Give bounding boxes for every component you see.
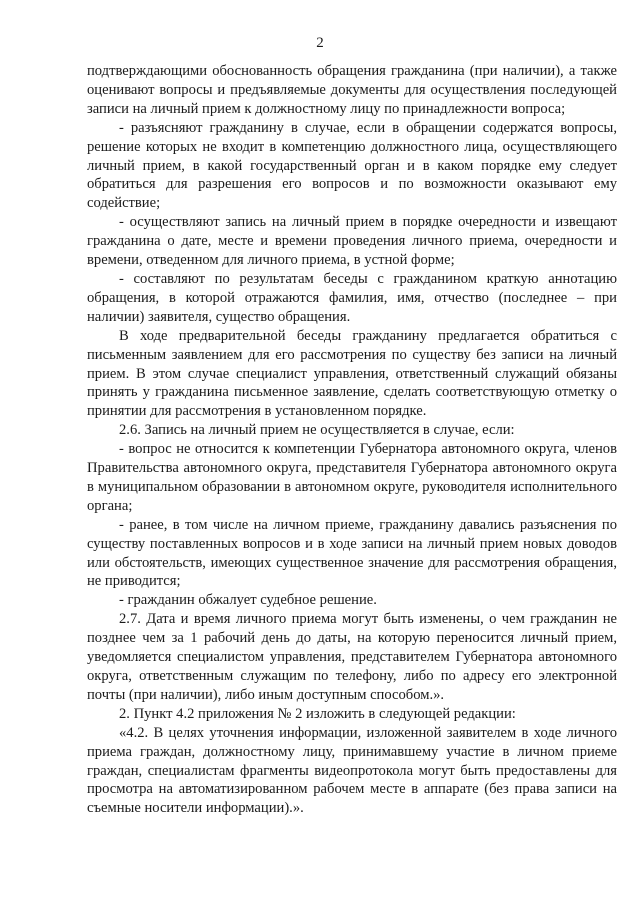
paragraph-not-competence: - вопрос не относится к компетенции Губернатора автономного округа, членов Правительства автономного округа, представителя Губернатора автономного округа в муниципальном образовании в автономном округе, руководителя исполнительного органа; xyxy=(87,441,617,514)
paragraph-clause-2-7: 2.7. Дата и время личного приема могут быть изменены, о чем гражданин не позднее чем за 1 рабочий день до даты, на которую переносится личный прием, уведомляется специалистом управления, представителем Губернатора автономного округа, ответственным служащим по телефону, либо по адресу его электронной почты (при наличии), либо иным доступным способом.». xyxy=(87,611,617,703)
paragraph-continuation: подтверждающими обоснованность обращения гражданина (при наличии), а также оценивают вопросы и предъявляемые документы для осуществления последующей записи на личный прием к должностному лицу по принадлежности вопроса; xyxy=(87,63,617,117)
paragraph-clause-4-2: «4.2. В целях уточнения информации, изложенной заявителем в ходе личного приема граждан, должностному лицу, принимавшему участие в личном приеме граждан, специалистам фрагменты видеопротокола могут быть предоставлены для просмотра на автоматизированном рабочем месте в аппарате (без права записи на съемные носители информации).». xyxy=(87,724,617,817)
paragraph-clause-2-6: 2.6. Запись на личный прием не осуществляется в случае, если: xyxy=(119,422,515,439)
paragraph-appointment-queue: - осуществляют запись на личный прием в порядке очередности и извещают гражданина о дате, месте и времени проведения личного приема, очередности и времени, отведенном для личного приема, в устной форме; xyxy=(87,214,617,269)
paragraph-annotation: - составляют по результатам беседы с гражданином краткую аннотацию обращения, в которой отражаются фамилия, имя, отчество (последнее – при наличии) заявителя, существо обращения. xyxy=(87,270,617,325)
page-number: 2 xyxy=(316,35,324,51)
document-body xyxy=(87,62,617,818)
paragraph-previous-explanations: - ранее, в том числе на личном приеме, гражданину давались разъяснения по существу поставленных вопросов и в ходе записи на личный прием новых доводов или обстоятельств, имеющих существенное значение для рассмотрения обращения, не приводится; xyxy=(87,516,617,590)
paragraph-court-decision: - гражданин обжалует судебное решение. xyxy=(119,592,377,609)
paragraph-preliminary-conversation: В ходе предварительной беседы гражданину предлагается обратиться с письменным заявлением для его рассмотрения по существу без записи на личный прием. В этом случае специалист управления, ответственный служащий обязаны принять у гражданина письменное заявление, сделать соответствующую отметку о принятии для рассмотрения в установленном порядке. xyxy=(87,327,617,420)
paragraph-item-2: 2. Пункт 4.2 приложения № 2 изложить в следующей редакции: xyxy=(119,705,516,722)
paragraph-explain-competence: - разъясняют гражданину в случае, если в обращении содержатся вопросы, решение которых не входит в компетенцию должностного лица, осуществляющего личный прием, в какой государственный орган и в каком порядке ему следует обратиться для разрешения его вопросов и по возможности оказывают ему содействие; xyxy=(87,119,617,212)
